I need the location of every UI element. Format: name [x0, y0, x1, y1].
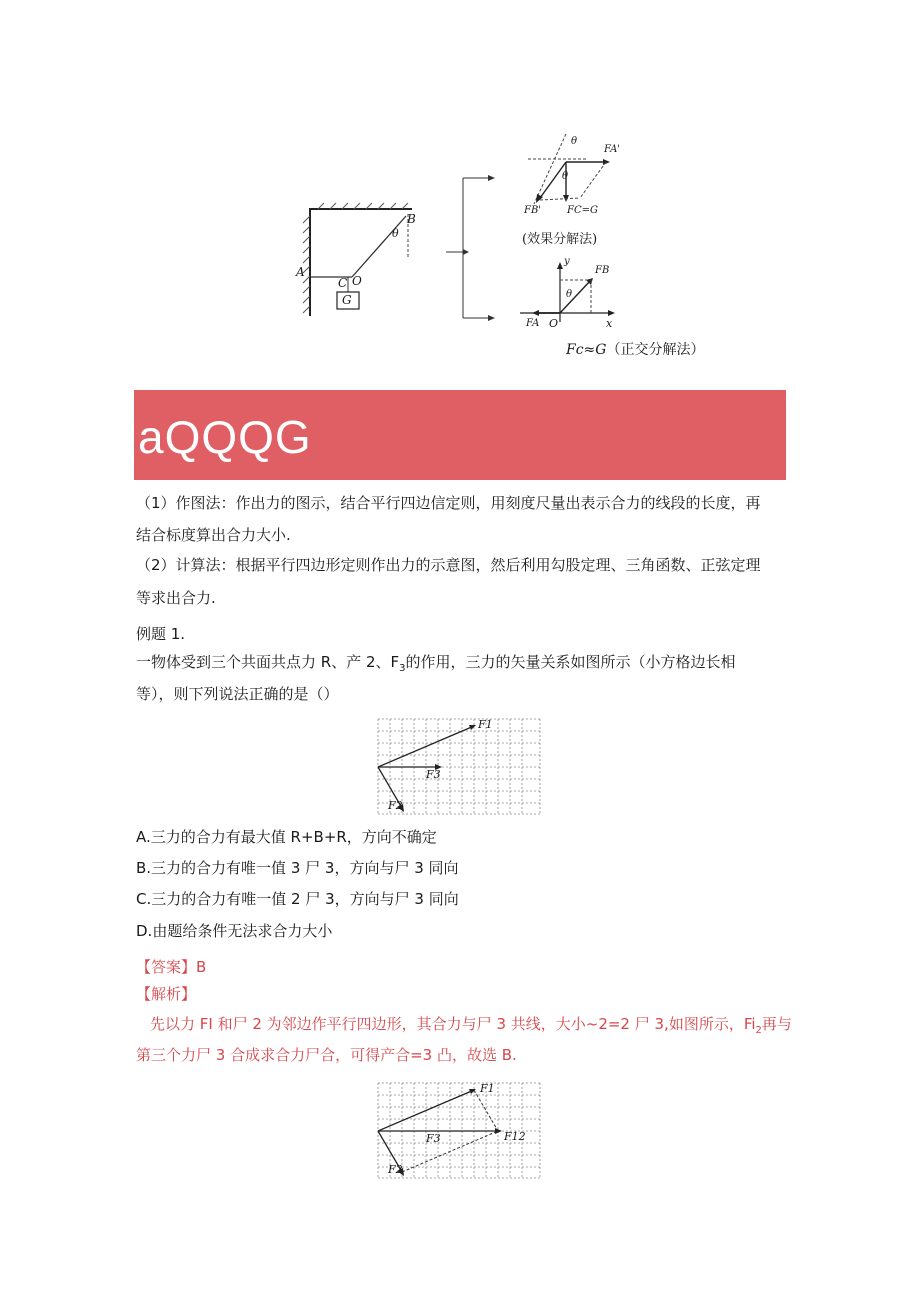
method-1-line-2: 结合标度算出合力大小. — [136, 526, 291, 544]
answer-line — [136, 957, 206, 977]
label-x: x — [606, 317, 613, 330]
label-c: C — [338, 276, 348, 290]
fig2-label-f2: F2 — [388, 1163, 403, 1176]
vector-grid-figure — [376, 716, 542, 816]
fig2-label-f3: F3 — [426, 1132, 441, 1145]
fig1-label-f1: F1 — [478, 718, 493, 731]
label-fa-prime: FA' — [604, 144, 621, 155]
fig1-label-f2: F2 — [388, 799, 403, 812]
method-2-line-2: 等求出合力. — [136, 589, 216, 607]
label-theta-orth: θ — [566, 289, 573, 300]
label-y: y — [564, 256, 570, 267]
fig1-label-f3: F3 — [426, 768, 441, 781]
caption-orth-force: Fc≈G — [566, 342, 607, 358]
label-b: B — [407, 212, 416, 226]
analysis-line-1-post: 再与 — [761, 1015, 792, 1033]
analysis-line-1 — [150, 1014, 792, 1041]
label-theta: θ — [392, 227, 399, 240]
label-fb: FB — [595, 265, 610, 276]
label-a: A — [296, 265, 305, 279]
label-fb-prime: FB' — [524, 205, 542, 216]
label-origin: O — [549, 317, 559, 330]
question-sub: 3 — [399, 663, 406, 674]
option-a: A.三力的合力有最大值 R+B+R，方向不确定 — [136, 828, 437, 846]
example-title: 例题 1. — [136, 625, 186, 643]
label-theta-top: θ — [571, 136, 578, 147]
option-c: C.三力的合力有唯一值 2 尸 3，方向与尸 3 同向 — [136, 890, 459, 908]
analysis-label: 【解析】 — [136, 985, 197, 1003]
force-decomposition-figure — [290, 126, 630, 334]
label-o: O — [352, 274, 362, 288]
option-b: B.三力的合力有唯一值 3 尸 3，方向与尸 3 同向 — [136, 859, 459, 877]
label-fa: FA — [526, 318, 540, 329]
label-g: G — [342, 293, 352, 307]
answer-label: 【答案】 — [136, 958, 197, 976]
caption-orthogonal — [566, 340, 704, 360]
analysis-line-2: 第三个力尸 3 合成求合力尸合，可得产合=3 凸，故选 B. — [136, 1046, 517, 1064]
option-d: D.由题给条件无法求合力大小 — [136, 922, 333, 940]
label-theta-mid: θ — [562, 171, 569, 182]
answer-value: B — [196, 958, 207, 976]
caption-effect-method: (效果分解法) — [522, 232, 598, 247]
example-question-line-2: 等），则下列说法正确的是（） — [136, 685, 339, 703]
resultant-grid-figure — [376, 1080, 542, 1180]
question-pre: 一物体受到三个共面共点力 R、产 2、F — [136, 653, 400, 671]
banner-title: aQQQG — [138, 411, 312, 463]
question-post: 的作用，三力的矢量关系如图所示（小方格边长相 — [405, 653, 736, 671]
method-1-line-1: （1）作图法：作出力的图示，结合平行四边信定则，用刻度尺量出表示合力的线段的长度，再 — [136, 494, 761, 512]
analysis-line-1-sub: 2 — [755, 1025, 762, 1036]
analysis-line-1-pre: 先以力 FI 和尸 2 为邻边作平行四边形，其合力与尸 3 共线，大小~2=2 尸 3,如图所示，Fi — [150, 1015, 756, 1033]
fig2-label-f1: F1 — [480, 1082, 495, 1095]
section-banner — [134, 390, 786, 480]
method-2-line-1: （2）计算法：根据平行四边形定则作出力的示意图，然后利用勾股定理、三角函数、正弦定理 — [136, 556, 761, 574]
label-fc-eq-g: FC=G — [567, 205, 598, 216]
example-question-line-1 — [136, 652, 736, 679]
fig2-label-f12: F12 — [504, 1130, 526, 1143]
caption-orth-method: （正交分解法） — [606, 342, 705, 358]
